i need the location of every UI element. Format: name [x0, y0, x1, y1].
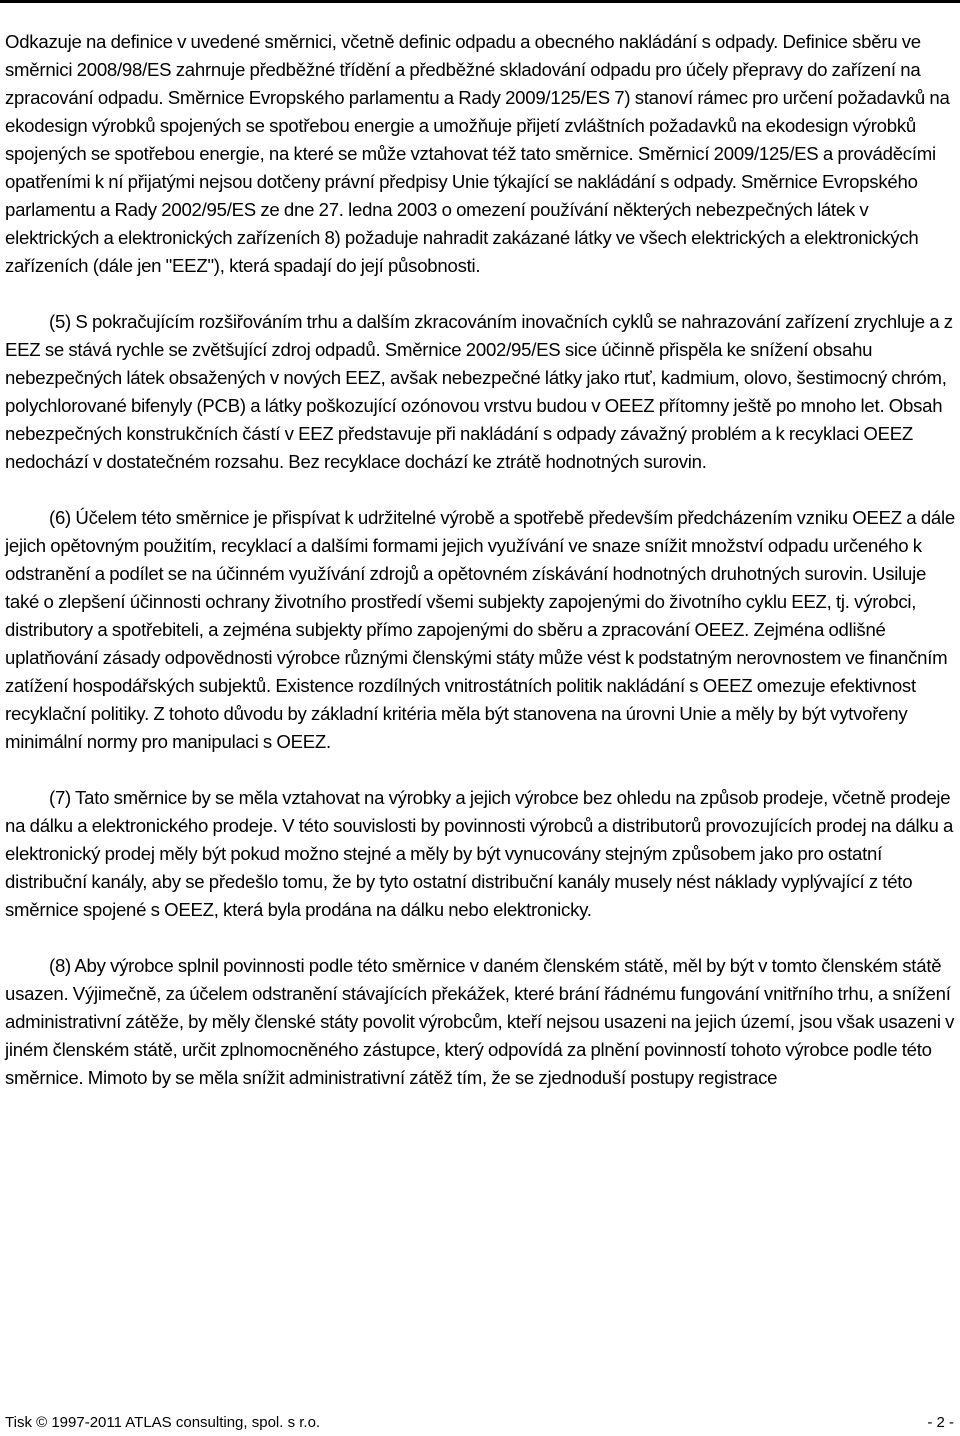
- top-rule: [0, 0, 960, 3]
- paragraph-intro: Odkazuje na definice v uvedené směrnici, včetně definic odpadu a obecného nakládání s odpady. Definice sběru ve směrnici 2008/98/ES zahrnuje předběžné třídění a předběžné skladování odpadu pro účely přepravy do zařízení na zpracování odpadu. Směrnice Evropského parlamentu a Rady 2009/125/ES 7) stanoví rámec pro určení požadavků na ekodesign výrobků spojených se spotřebou energie a umožňuje přijetí zvláštních požadavků na ekodesign výrobků spojených se spotřebou energie, na které se může vztahovat též tato směrnice. Směrnicí 2009/125/ES a prováděcími opatřeními k ní přijatými nejsou dotčeny právní předpisy Unie týkající se nakládání s odpady. Směrnice Evropského parlamentu a Rady 2002/95/ES ze dne 27. ledna 2003 o omezení používání některých nebezpečných látek v elektrických a elektronických zařízeních 8) požaduje nahradit zakázané látky ve všech elektrických a elektronických zařízeních (dále jen "EEZ"), která spadají do její působnosti.: [5, 31, 950, 276]
- paragraph-7: (7) Tato směrnice by se měla vztahovat na výrobky a jejich výrobce bez ohledu na způsob prodeje, včetně prodeje na dálku a elektronického prodeje. V této souvislosti by povinnosti výrobců a distributorů provozujících prodej na dálku a elektronický prodej měly být pokud možno stejné a měly by být vynucovány stejným způsobem jako pro ostatní distribuční kanály, aby se předešlo tomu, že by tyto ostatní distribuční kanály musely nést náklady vyplývající z této směrnice spojené s OEEZ, která byla prodána na dálku nebo elektronicky.: [5, 787, 954, 920]
- paragraph-5: (5) S pokračujícím rozšiřováním trhu a dalším zkracováním inovačních cyklů se nahrazování zařízení zrychluje a z EEZ se stává rychle se zvětšující zdroj odpadů. Směrnice 2002/95/ES sice účinně přispěla ke snížení obsahu nebezpečných látek obsažených v nových EEZ, avšak nebezpečné látky jako rtuť, kadmium, olovo, šestimocný chróm, polychlorované bifenyly (PCB) a látky poškozující ozónovou vrstvu budou v OEEZ přítomny ještě po mnoho let. Obsah nebezpečných konstrukčních částí v EEZ představuje při nakládání s odpady závažný problém a k recyklaci OEEZ nedochází v dostatečném rozsahu. Bez recyklace dochází ke ztrátě hodnotných surovin.: [5, 311, 953, 472]
- paragraph-8: (8) Aby výrobce splnil povinnosti podle této směrnice v daném členském státě, měl by být v tomto členském státě usazen. Výjimečně, za účelem odstranění stávajících překážek, které brání řádnému fungování vnitřního trhu, a snížení administrativní zátěže, by měly členské státy povolit výrobcům, kteří nejsou usazeni na jejich území, jsou však usazeni v jiném členském státě, určit zplnomocněného zástupce, který odpovídá za plnění povinností tohoto výrobce podle této směrnice. Mimoto by se měla snížit administrativní zátěž tím, že se zjednoduší postupy registrace: [5, 955, 955, 1088]
- page-number: - 2 -: [927, 1414, 954, 1431]
- document-body: [5, 28, 955, 1120]
- page-footer: [5, 1413, 954, 1433]
- footer-copyright: Tisk © 1997-2011 ATLAS consulting, spol. s r.o.: [5, 1414, 321, 1431]
- paragraph-6: (6) Účelem této směrnice je přispívat k udržitelné výrobě a spotřebě především předcházením vzniku OEEZ a dále jejich opětovným použitím, recyklací a dalšími formami jejich využívání ve snaze snížit množství odpadu určeného k odstranění a podílet se na účinném využívání zdrojů a opětovném získávání hodnotných druhotných surovin. Usiluje také o zlepšení účinnosti ochrany životního prostředí všemi subjekty zapojenými do životního cyklu EEZ, tj. výrobci, distributory a spotřebiteli, a zejména subjekty přímo zapojenými do sběru a zpracování OEEZ. Zejména odlišné uplatňování zásady odpovědnosti výrobce různými členskými státy může vést k podstatným nerovnostem ve finančním zatížení hospodářských subjektů. Existence rozdílných vnitrostátních politik nakládání s OEEZ omezuje efektivnost recyklační politiky. Z tohoto důvodu by základní kritéria měla být stanovena na úrovni Unie a měly by být vytvořeny minimální normy pro manipulaci s OEEZ.: [5, 507, 955, 752]
